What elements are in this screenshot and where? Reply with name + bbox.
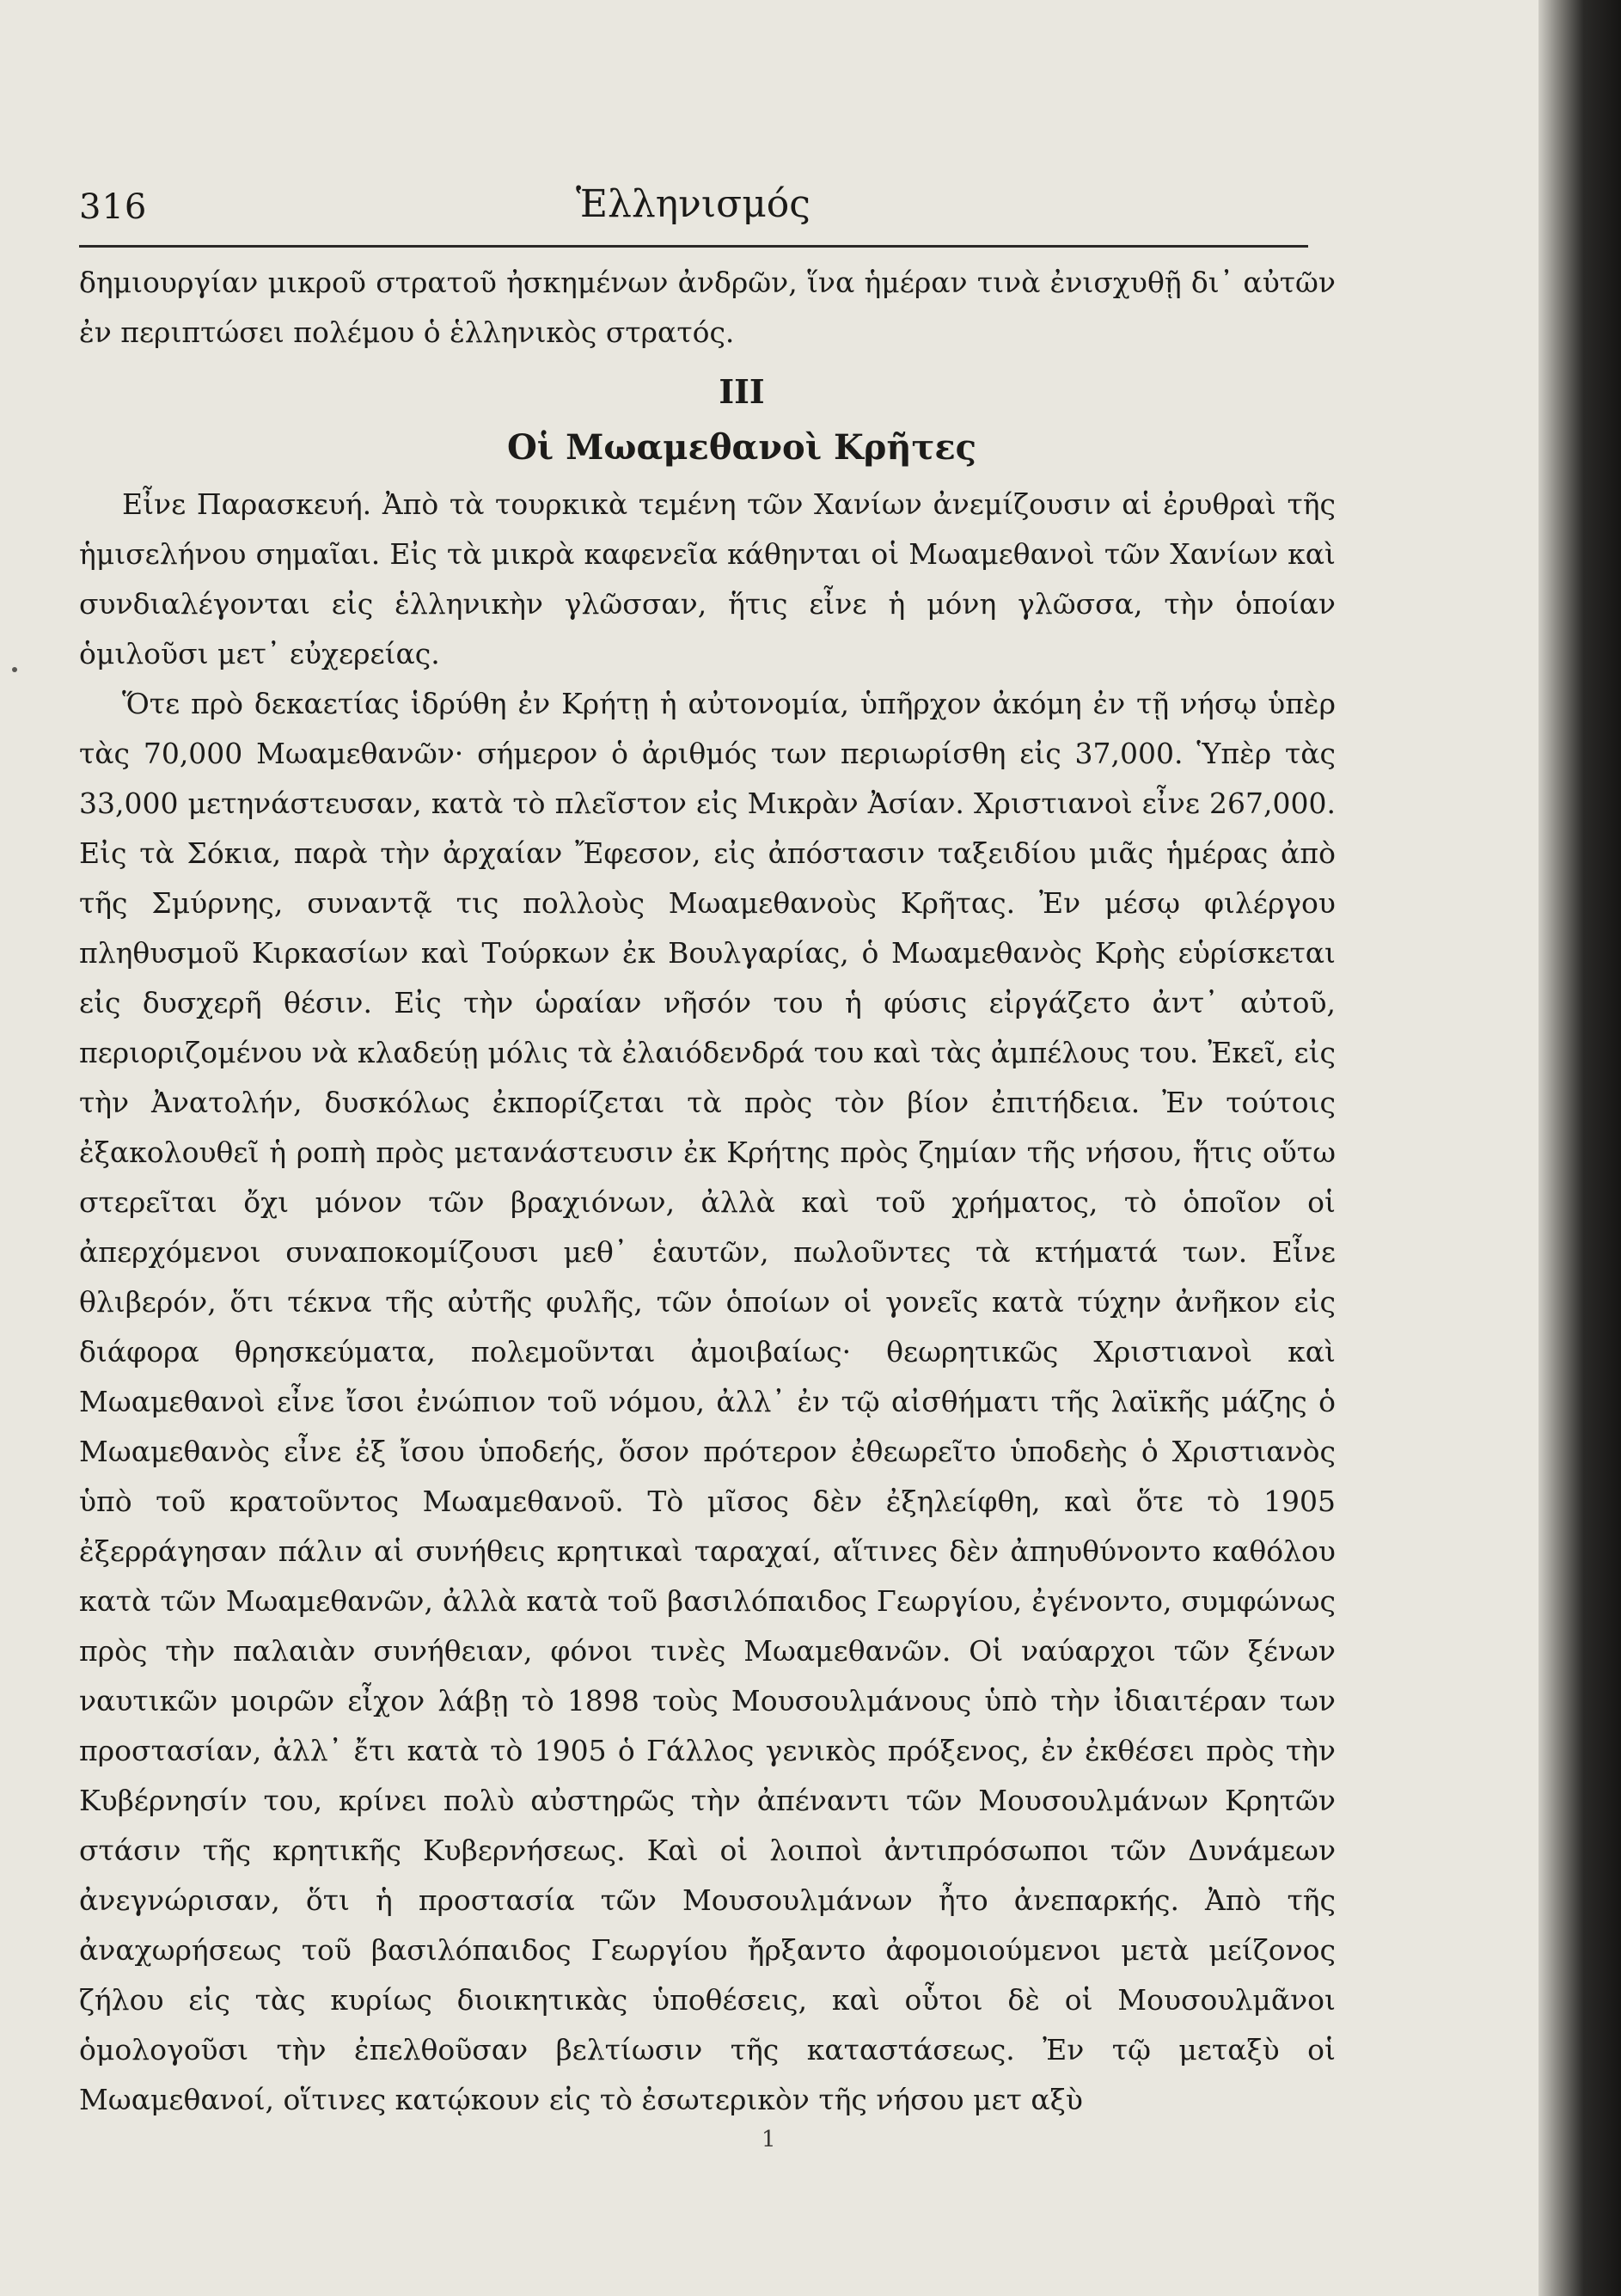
paragraph: Ὅτε πρὸ δεκαετίας ἱδρύθη ἐν Κρήτῃ ἡ αὐτονομία, ὑπῆρχον ἀκόμη ἐν τῇ νήσῳ ὑπὲρ τὰς 70,000 Μωαμεθανῶν· σήμερον ὁ ἀριθμός των περιωρίσθη εἰς 37,000. Ὑπὲρ τὰς 33,000 μετηνάστευσαν, κατὰ τὸ πλεῖστον εἰς Μικρὰν Ἀσίαν. Χριστιανοὶ εἶνε 267,000. Εἰς τὰ Σόκια, παρὰ τὴν ἀρχαίαν Ἔφεσον, εἰς ἀπόστασιν ταξειδίου μιᾶς ἡμέρας ἀπὸ τῆς Σμύρνης, συναντᾷ τις πολλοὺς Μωαμεθανοὺς Κρῆτας. Ἐν μέσῳ φιλέργου πληθυσμοῦ Κιρκασίων καὶ Τούρκων ἐκ Βουλγαρίας, ὁ Μωαμεθανὸς Κρὴς εὑρίσκεται εἰς δυσχερῆ θέσιν. Εἰς τὴν ὡραίαν νῆσόν του ἡ φύσις εἰργάζετο ἀντ᾽ αὐτοῦ, περιοριζομένου νὰ κλαδεύῃ μόλις τὰ ἐλαιόδενδρά του καὶ τὰς ἀμπέλους του. Ἐκεῖ, εἰς τὴν Ἀνατολήν, δυσκόλως ἐκπορίζεται τὰ πρὸς τὸν βίον ἐπιτήδεια. Ἐν τούτοις ἐξακολουθεῖ ἡ ροπὴ πρὸς μετανάστευσιν ἐκ Κρήτης πρὸς ζημίαν τῆς νήσου, ἥτις οὕτω στερεῖται ὄχι μόνον τῶν βραχιόνων, ἀλλὰ καὶ τοῦ χρήματος, τὸ ὁποῖον οἱ ἀπερχόμενοι συναποκομίζουσι μεθ᾽ ἑαυτῶν, πωλοῦντες τὰ κτήματά των. Εἶνε θλιβερόν, ὅτι τέκνα τῆς αὐτῆς φυλῆς, τῶν ὁποίων οἱ γονεῖς κατὰ τύχην ἀνῆκον εἰς διάφορα θρησκεύματα, πολεμοῦνται ἀμοιβαίως· θεωρητικῶς Χριστιανοὶ καὶ Μωαμεθανοὶ εἶνε ἴσοι ἐνώπιον τοῦ νόμου, ἀλλ᾽ ἐν τῷ αἰσθήματι τῆς λαϊκῆς μάζης ὁ Μωαμεθανὸς εἶνε ἐξ ἴσου ὑποδεής, ὅσον πρότερον ἐθεωρεῖτο ὑποδεὴς ὁ Χριστιανὸς ὑπὸ τοῦ κρατοῦντος Μωαμεθανοῦ. Τὸ μῖσος δὲν ἐξηλείφθη, καὶ ὅτε τὸ 1905 ἐξερράγησαν πάλιν αἱ συνήθεις κρητικαὶ ταραχαί, αἵτινες δὲν ἀπηυθύνοντο καθόλου κατὰ τῶν Μωαμεθανῶν, ἀλλὰ κατὰ τοῦ βασιλόπαιδος Γεωργίου, ἐγένοντο, συμφώνως πρὸς τὴν παλαιὰν συνήθειαν, φόνοι τινὲς Μωαμεθανῶν. Οἱ ναύαρχοι τῶν ξένων ναυτικῶν μοιρῶν εἶχον λάβῃ τὸ 1898 τοὺς Μουσουλμάνους ὑπὸ τὴν ἰδιαιτέραν των προστασίαν, ἀλλ᾽ ἔτι κατὰ τὸ 1905 ὁ Γάλλος γενικὸς πρόξενος, ἐν ἐκθέσει πρὸς τὴν Κυβέρνησίν του, κρίνει πολὺ αὐστηρῶς τὴν ἀπέναντι τῶν Μουσουλμάνων Κρητῶν στάσιν τῆς κρητικῆς Κυβερνήσεως. Καὶ οἱ λοιποὶ ἀντιπρόσωποι τῶν Δυνάμεων ἀνεγνώρισαν, ὅτι ἡ προστασία τῶν Μουσουλμάνων ἦτο ἀνεπαρκής. Ἀπὸ τῆς ἀναχωρήσεως τοῦ βασιλόπαιδος Γεωργίου ἤρξαντο ἀφομοιούμενοι μετὰ μείζονος ζήλου εἰς τὰς κυρίως διοικητικὰς ὑποθέσεις, καὶ οὗτοι δὲ οἱ Μουσουλμᾶνοι ὁμολογοῦσι τὴν ἐπελθοῦσαν βελτίωσιν τῆς καταστάσεως. Ἐν τῷ μεταξὺ οἱ Μωαμεθανοί, οἵτινες κατῴκουν εἰς τὸ ἐσωτερικὸν τῆς νήσου μετ αξὺ [79, 687, 1336, 2116]
page-header [79, 182, 1308, 244]
section-title: Οἱ Μωαμεθανοὶ Κρῆτες [506, 427, 977, 468]
page-number: 316 [79, 187, 148, 227]
body-text [79, 258, 1336, 2125]
header-rule [79, 245, 1308, 248]
paragraph: Εἶνε Παρασκευή. Ἀπὸ τὰ τουρκικὰ τεμένη τῶν Χανίων ἀνεμίζουσιν αἱ ἐρυθραὶ τῆς ἡμισελήνου σημαῖαι. Εἰς τὰ μικρὰ καφενεῖα κάθηνται οἱ Μωαμεθανοὶ τῶν Χανίων καὶ συνδιαλέγονται εἰς ἑλληνικὴν γλῶσσαν, ἥτις εἶνε ἡ μόνη γλῶσσα, τὴν ὁποίαν ὁμιλοῦσι μετ᾽ εὐχερείας. [79, 487, 1336, 670]
paragraph-continuation: δημιουργίαν μικροῦ στρατοῦ ἠσκημένων ἀνδρῶν, ἵνα ἡμέραν τινὰ ἐνισχυθῇ δι᾽ αὐτῶν ἐν περιπτώσει πολέμου ὁ ἑλληνικὸς στρατός. [79, 266, 1336, 349]
section-number: III [719, 372, 765, 411]
binding-shadow [1538, 0, 1621, 2296]
running-title: Ἑλληνισμός [576, 182, 810, 226]
margin-speck [12, 667, 17, 672]
signature-mark: 1 [762, 2127, 776, 2152]
